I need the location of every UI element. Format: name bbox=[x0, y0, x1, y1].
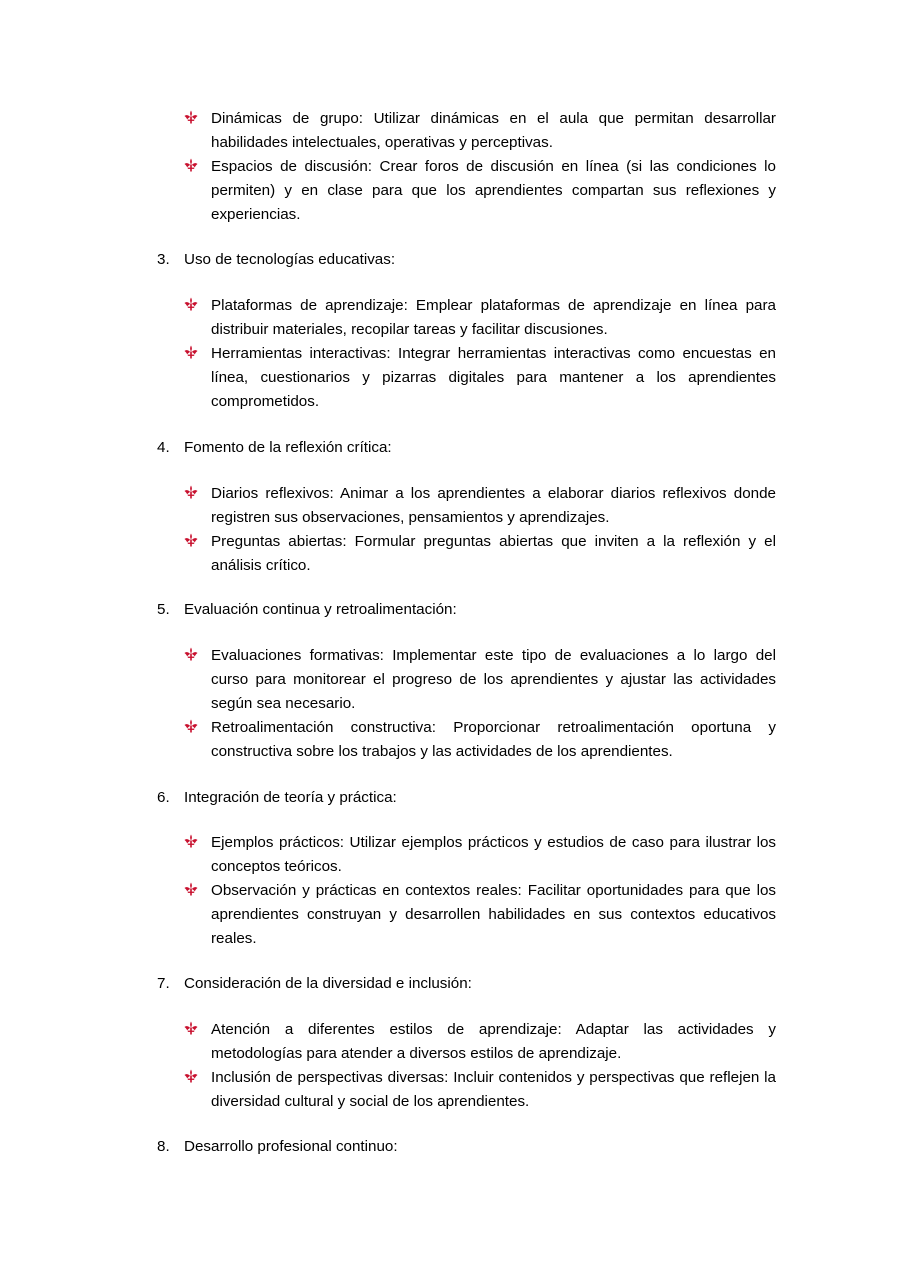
list-item bbox=[0, 155, 906, 227]
list-item bbox=[0, 879, 906, 951]
red-fleur-bullet-icon bbox=[184, 1069, 198, 1083]
section-title: Consideración de la diversidad e inclusión: bbox=[184, 975, 472, 992]
red-fleur-bullet-icon bbox=[184, 533, 198, 547]
section-3-bullet-list bbox=[0, 294, 906, 414]
section-title: Desarrollo profesional continuo: bbox=[184, 1138, 398, 1155]
section-7-bullet-list bbox=[0, 1018, 906, 1114]
section-number: 7. bbox=[157, 975, 170, 992]
bullet-text: Plataformas de aprendizaje: Emplear plataformas de aprendizaje en línea para distribuir materiales, recopilar tareas y facilitar discusiones. bbox=[211, 297, 776, 338]
section-6-bullet-list bbox=[0, 831, 906, 951]
bullet-text: Inclusión de perspectivas diversas: Incluir contenidos y perspectivas que reflejen la diversidad cultural y social de los aprendientes. bbox=[211, 1069, 776, 1110]
bullet-text: Retroalimentación constructiva: Proporcionar retroalimentación oportuna y constructiva sobre los trabajos y las actividades de los aprendientes. bbox=[211, 719, 776, 760]
section-number: 8. bbox=[157, 1138, 170, 1155]
list-item bbox=[0, 482, 906, 530]
red-fleur-bullet-icon bbox=[184, 110, 198, 124]
bullet-text: Espacios de discusión: Crear foros de discusión en línea (si las condiciones lo permiten) y en clase para que los aprendientes compartan sus reflexiones y experiencias. bbox=[211, 158, 776, 223]
bullet-text: Preguntas abiertas: Formular preguntas abiertas que inviten a la reflexión y el análisis crítico. bbox=[211, 533, 776, 574]
red-fleur-bullet-icon bbox=[184, 719, 198, 733]
list-item bbox=[0, 716, 906, 764]
section-4-bullet-list bbox=[0, 482, 906, 578]
red-fleur-bullet-icon bbox=[184, 345, 198, 359]
list-item bbox=[0, 294, 906, 342]
bullet-text: Dinámicas de grupo: Utilizar dinámicas en el aula que permitan desarrollar habilidades intelectuales, operativas y perceptivas. bbox=[211, 110, 776, 151]
list-item bbox=[0, 342, 906, 414]
bullet-text: Ejemplos prácticos: Utilizar ejemplos prácticos y estudios de caso para ilustrar los conceptos teóricos. bbox=[211, 834, 776, 875]
red-fleur-bullet-icon bbox=[184, 158, 198, 172]
section-title: Evaluación continua y retroalimentación: bbox=[184, 601, 457, 618]
list-item bbox=[0, 644, 906, 716]
list-item bbox=[0, 1066, 906, 1114]
section-number: 5. bbox=[157, 601, 170, 618]
section-number: 4. bbox=[157, 439, 170, 456]
red-fleur-bullet-icon bbox=[184, 647, 198, 661]
section-number: 6. bbox=[157, 789, 170, 806]
intro-bullet-list bbox=[0, 107, 906, 227]
bullet-text: Atención a diferentes estilos de aprendizaje: Adaptar las actividades y metodologías para atender a diversos estilos de aprendizaje. bbox=[211, 1021, 776, 1062]
red-fleur-bullet-icon bbox=[184, 485, 198, 499]
section-title: Fomento de la reflexión crítica: bbox=[184, 439, 392, 456]
section-title: Integración de teoría y práctica: bbox=[184, 789, 397, 806]
list-item bbox=[0, 530, 906, 578]
section-title: Uso de tecnologías educativas: bbox=[184, 251, 396, 268]
bullet-text: Diarios reflexivos: Animar a los aprendientes a elaborar diarios reflexivos donde registren sus observaciones, pensamientos y aprendizajes. bbox=[211, 485, 776, 526]
red-fleur-bullet-icon bbox=[184, 834, 198, 848]
red-fleur-bullet-icon bbox=[184, 297, 198, 311]
bullet-text: Evaluaciones formativas: Implementar este tipo de evaluaciones a lo largo del curso para monitorear el progreso de los aprendientes y ajustar las actividades según sea necesario. bbox=[211, 647, 776, 712]
section-5-bullet-list bbox=[0, 644, 906, 764]
section-number: 3. bbox=[157, 251, 170, 268]
red-fleur-bullet-icon bbox=[184, 1021, 198, 1035]
bullet-text: Observación y prácticas en contextos reales: Facilitar oportunidades para que los aprendientes construyan y desarrollen habilidades en sus contextos educativos reales. bbox=[211, 882, 776, 947]
list-item bbox=[0, 1018, 906, 1066]
bullet-text: Herramientas interactivas: Integrar herramientas interactivas como encuestas en línea, cuestionarios y pizarras digitales para mantener a los aprendientes comprometidos. bbox=[211, 345, 776, 410]
list-item bbox=[0, 831, 906, 879]
list-item bbox=[0, 107, 906, 155]
red-fleur-bullet-icon bbox=[184, 882, 198, 896]
